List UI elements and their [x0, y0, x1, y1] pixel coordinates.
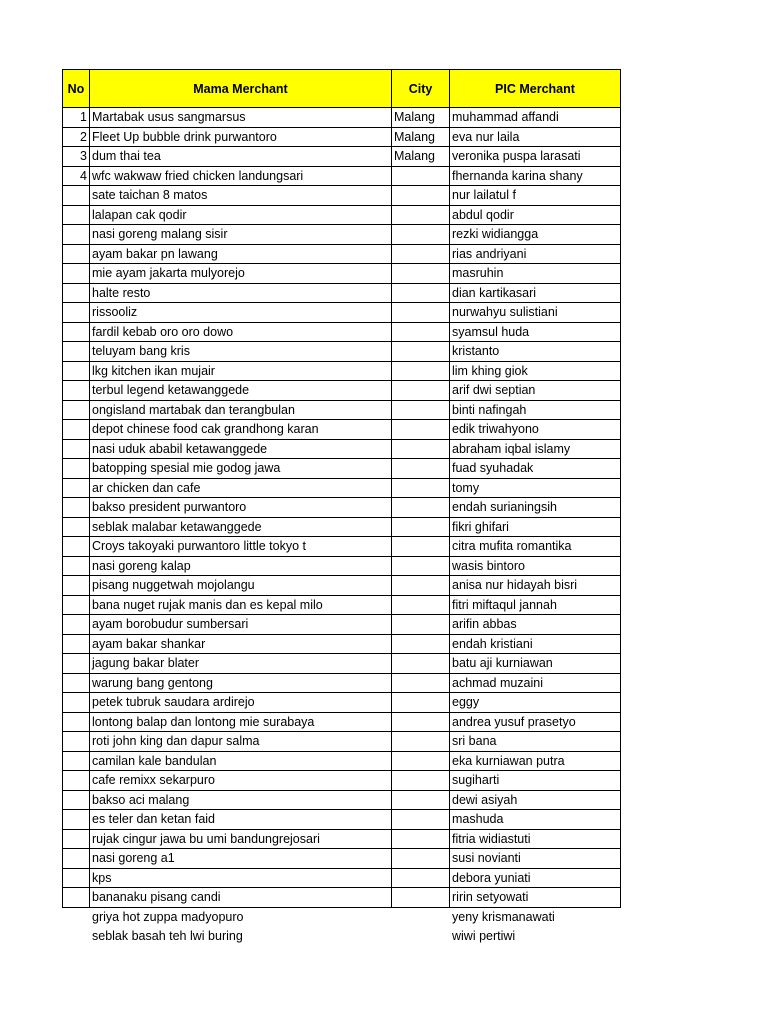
- cell-city[interactable]: [392, 868, 450, 888]
- cell-merchant[interactable]: seblak basah teh lwi buring: [92, 929, 243, 944]
- cell-merchant[interactable]: roti john king dan dapur salma: [90, 732, 392, 752]
- table-row: [63, 556, 621, 576]
- table-row: [63, 400, 621, 420]
- cell-city[interactable]: [392, 186, 450, 206]
- cell-city[interactable]: [392, 537, 450, 557]
- cell-city[interactable]: [392, 439, 450, 459]
- cell-merchant[interactable]: jagung bakar blater: [90, 654, 392, 674]
- cell-city[interactable]: [392, 244, 450, 264]
- header-row: [63, 70, 621, 108]
- cell-no[interactable]: 4: [63, 166, 90, 186]
- cell-pic[interactable]: fikri ghifari: [450, 517, 621, 537]
- cell-merchant[interactable]: rujak cingur jawa bu umi bandungrejosari: [90, 829, 392, 849]
- cell-city[interactable]: [392, 420, 450, 440]
- cell-no[interactable]: [63, 712, 90, 732]
- cell-pic[interactable]: batu aji kurniawan: [450, 654, 621, 674]
- cell-pic[interactable]: abdul qodir: [450, 205, 621, 225]
- cell-pic[interactable]: mashuda: [450, 810, 621, 830]
- cell-pic[interactable]: susi novianti: [450, 849, 621, 869]
- cell-city[interactable]: [392, 732, 450, 752]
- cell-city[interactable]: [392, 654, 450, 674]
- cell-no[interactable]: [63, 634, 90, 654]
- table-row: [63, 478, 621, 498]
- table-row: [63, 907, 621, 927]
- cell-pic[interactable]: fitria widiastuti: [450, 829, 621, 849]
- table-row: [63, 225, 621, 245]
- cell-merchant[interactable]: bana nuget rujak manis dan es kepal milo: [90, 595, 392, 615]
- cell-merchant[interactable]: nasi uduk ababil ketawanggede: [90, 439, 392, 459]
- cell-no[interactable]: [63, 400, 90, 420]
- cell-city[interactable]: [392, 615, 450, 635]
- cell-city[interactable]: [392, 790, 450, 810]
- cell-merchant[interactable]: nasi goreng a1: [90, 849, 392, 869]
- cell-pic[interactable]: andrea yusuf prasetyo: [450, 712, 621, 732]
- cell-city[interactable]: [392, 478, 450, 498]
- cell-pic[interactable]: arif dwi septian: [450, 381, 621, 401]
- cell-no[interactable]: [63, 868, 90, 888]
- cell-no[interactable]: [63, 732, 90, 752]
- table-body: [63, 108, 621, 947]
- cell-city[interactable]: [392, 459, 450, 479]
- cell-no[interactable]: [63, 186, 90, 206]
- cell-merchant[interactable]: pisang nuggetwah mojolangu: [90, 576, 392, 596]
- cell-city[interactable]: [392, 673, 450, 693]
- cell-city[interactable]: [392, 595, 450, 615]
- cell-merchant[interactable]: ayam borobudur sumbersari: [90, 615, 392, 635]
- table-row: [63, 595, 621, 615]
- header-no: No: [63, 70, 90, 108]
- cell-no[interactable]: [63, 303, 90, 323]
- cell-city[interactable]: [392, 712, 450, 732]
- cell-merchant[interactable]: petek tubruk saudara ardirejo: [90, 693, 392, 713]
- table-row: [63, 751, 621, 771]
- cell-merchant[interactable]: warung bang gentong: [90, 673, 392, 693]
- cell-no[interactable]: [63, 225, 90, 245]
- cell-merchant[interactable]: batopping spesial mie godog jawa: [90, 459, 392, 479]
- cell-pic[interactable]: wasis bintoro: [450, 556, 621, 576]
- table-row: [63, 829, 621, 849]
- table-row: [63, 459, 621, 479]
- table-row: [63, 771, 621, 791]
- table-row: [63, 322, 621, 342]
- cell-merchant[interactable]: kps: [90, 868, 392, 888]
- cell-no[interactable]: [63, 595, 90, 615]
- table-row: [63, 264, 621, 284]
- table-row: [63, 127, 621, 147]
- cell-pic[interactable]: tomy: [450, 478, 621, 498]
- cell-pic[interactable]: ririn setyowati: [450, 888, 621, 908]
- cell-pic[interactable]: abraham iqbal islamy: [450, 439, 621, 459]
- cell-city[interactable]: [392, 381, 450, 401]
- cell-merchant[interactable]: Fleet Up bubble drink purwantoro: [90, 127, 392, 147]
- table-row: [63, 576, 621, 596]
- cell-pic[interactable]: fhernanda karina shany: [450, 166, 621, 186]
- table-row: [63, 439, 621, 459]
- cell-pic[interactable]: fitri miftaqul jannah: [450, 595, 621, 615]
- cell-no[interactable]: 1: [63, 108, 90, 128]
- cell-no[interactable]: [63, 888, 90, 908]
- cell-no[interactable]: 2: [63, 127, 90, 147]
- table-row: [63, 712, 621, 732]
- merchant-spreadsheet: [62, 69, 621, 947]
- cell-pic[interactable]: veronika puspa larasati: [450, 147, 621, 167]
- table-row: [63, 927, 621, 947]
- cell-no[interactable]: [63, 576, 90, 596]
- cell-pic[interactable]: eggy: [450, 693, 621, 713]
- cell-no[interactable]: [63, 654, 90, 674]
- cell-city[interactable]: [392, 576, 450, 596]
- cell-city[interactable]: [392, 264, 450, 284]
- cell-pic[interactable]: endah surianingsih: [450, 498, 621, 518]
- cell-merchant[interactable]: es teler dan ketan faid: [90, 810, 392, 830]
- table-row: [63, 498, 621, 518]
- cell-pic[interactable]: sugiharti: [450, 771, 621, 791]
- cell-city[interactable]: [392, 342, 450, 362]
- table-row: [63, 849, 621, 869]
- cell-merchant[interactable]: nasi goreng kalap: [90, 556, 392, 576]
- cell-no[interactable]: [63, 342, 90, 362]
- table-row: [63, 868, 621, 888]
- cell-no[interactable]: [63, 381, 90, 401]
- cell-city[interactable]: [392, 888, 450, 908]
- cell-no[interactable]: [63, 556, 90, 576]
- cell-no[interactable]: [63, 673, 90, 693]
- cell-pic[interactable]: lim khing giok: [450, 361, 621, 381]
- cell-city[interactable]: [392, 517, 450, 537]
- cell-city[interactable]: [392, 634, 450, 654]
- table-row: [63, 537, 621, 557]
- table-row: [63, 108, 621, 128]
- cell-merchant[interactable]: nasi goreng malang sisir: [90, 225, 392, 245]
- cell-merchant[interactable]: bananaku pisang candi: [90, 888, 392, 908]
- cell-pic[interactable]: kristanto: [450, 342, 621, 362]
- cell-no[interactable]: [63, 478, 90, 498]
- table-row: [63, 283, 621, 303]
- table-row: [63, 888, 621, 908]
- cell-no[interactable]: [63, 771, 90, 791]
- cell-pic[interactable]: dewi asiyah: [450, 790, 621, 810]
- cell-pic[interactable]: rezki widiangga: [450, 225, 621, 245]
- cell-merchant[interactable]: Croys takoyaki purwantoro little tokyo t: [90, 537, 392, 557]
- cell-pic[interactable]: achmad muzaini: [450, 673, 621, 693]
- cell-no[interactable]: [63, 849, 90, 869]
- cell-city[interactable]: [392, 225, 450, 245]
- cell-pic[interactable]: rias andriyani: [450, 244, 621, 264]
- cell-no[interactable]: [63, 244, 90, 264]
- table-row: [63, 186, 621, 206]
- cell-city[interactable]: [392, 361, 450, 381]
- cell-merchant[interactable]: terbul legend ketawanggede: [90, 381, 392, 401]
- cell-merchant[interactable]: sate taichan 8 matos: [90, 186, 392, 206]
- cell-no[interactable]: [63, 264, 90, 284]
- table-row: [63, 342, 621, 362]
- table-row: [63, 790, 621, 810]
- cell-pic[interactable]: syamsul huda: [450, 322, 621, 342]
- cell-merchant[interactable]: ar chicken dan cafe: [90, 478, 392, 498]
- cell-no[interactable]: [63, 790, 90, 810]
- table-row: [63, 615, 621, 635]
- cell-city[interactable]: [392, 810, 450, 830]
- cell-city[interactable]: [392, 849, 450, 869]
- cell-pic[interactable]: anisa nur hidayah bisri: [450, 576, 621, 596]
- table-row: [63, 654, 621, 674]
- table-row: [63, 381, 621, 401]
- cell-no[interactable]: 3: [63, 147, 90, 167]
- cell-city[interactable]: Malang: [392, 127, 450, 147]
- cell-city[interactable]: [392, 322, 450, 342]
- cell-merchant[interactable]: lkg kitchen ikan mujair: [90, 361, 392, 381]
- cell-no[interactable]: [63, 420, 90, 440]
- cell-pic[interactable]: edik triwahyono: [450, 420, 621, 440]
- cell-pic[interactable]: binti nafingah: [450, 400, 621, 420]
- cell-merchant[interactable]: Martabak usus sangmarsus: [90, 108, 392, 128]
- table-row: [63, 361, 621, 381]
- cell-no[interactable]: [63, 322, 90, 342]
- cell-city[interactable]: [392, 693, 450, 713]
- table-row: [63, 147, 621, 167]
- cell-merchant[interactable]: depot chinese food cak grandhong karan: [90, 420, 392, 440]
- cell-pic[interactable]: arifin abbas: [450, 615, 621, 635]
- cell-no[interactable]: [63, 459, 90, 479]
- cell-merchant[interactable]: ayam bakar pn lawang: [90, 244, 392, 264]
- cell-pic[interactable]: debora yuniati: [450, 868, 621, 888]
- cell-no[interactable]: [63, 907, 90, 927]
- cell-no[interactable]: [63, 927, 90, 947]
- table-row: [63, 166, 621, 186]
- cell-city[interactable]: [392, 166, 450, 186]
- table-row: [63, 732, 621, 752]
- cell-city[interactable]: [392, 283, 450, 303]
- cell-merchant[interactable]: bakso president purwantoro: [90, 498, 392, 518]
- table-row: [63, 673, 621, 693]
- cell-merchant[interactable]: halte resto: [90, 283, 392, 303]
- cell-merchant[interactable]: camilan kale bandulan: [90, 751, 392, 771]
- table-row: [63, 205, 621, 225]
- header-city: City: [392, 70, 450, 108]
- cell-no[interactable]: [63, 615, 90, 635]
- cell-city[interactable]: [392, 829, 450, 849]
- cell-no[interactable]: [63, 439, 90, 459]
- table-row: [63, 693, 621, 713]
- cell-city[interactable]: [392, 907, 450, 927]
- cell-city[interactable]: [392, 927, 450, 947]
- cell-pic[interactable]: wiwi pertiwi: [452, 929, 516, 944]
- cell-no[interactable]: [63, 537, 90, 557]
- cell-city[interactable]: [392, 303, 450, 323]
- table-row: [63, 420, 621, 440]
- table-row: [63, 810, 621, 830]
- cell-no[interactable]: [63, 810, 90, 830]
- table-row: [63, 303, 621, 323]
- cell-merchant[interactable]: fardil kebab oro oro dowo: [90, 322, 392, 342]
- cell-no[interactable]: [63, 283, 90, 303]
- cell-city[interactable]: [392, 205, 450, 225]
- cell-pic[interactable]: muhammad affandi: [450, 108, 621, 128]
- cell-pic[interactable]: masruhin: [450, 264, 621, 284]
- cell-pic[interactable]: dian kartikasari: [450, 283, 621, 303]
- cell-no[interactable]: [63, 517, 90, 537]
- cell-merchant[interactable]: cafe remixx sekarpuro: [90, 771, 392, 791]
- cell-pic[interactable]: citra mufita romantika: [450, 537, 621, 557]
- cell-city[interactable]: Malang: [392, 108, 450, 128]
- cell-city[interactable]: [392, 556, 450, 576]
- table-row: [63, 517, 621, 537]
- table-row: [63, 244, 621, 264]
- cell-city[interactable]: Malang: [392, 147, 450, 167]
- cell-pic[interactable]: eka kurniawan putra: [450, 751, 621, 771]
- cell-city[interactable]: [392, 498, 450, 518]
- cell-merchant[interactable]: seblak malabar ketawanggede: [90, 517, 392, 537]
- cell-no[interactable]: [63, 205, 90, 225]
- cell-merchant[interactable]: dum thai tea: [90, 147, 392, 167]
- cell-no[interactable]: [63, 751, 90, 771]
- cell-city[interactable]: [392, 771, 450, 791]
- cell-merchant[interactable]: teluyam bang kris: [90, 342, 392, 362]
- cell-no[interactable]: [63, 693, 90, 713]
- cell-merchant[interactable]: lontong balap dan lontong mie surabaya: [90, 712, 392, 732]
- cell-merchant[interactable]: wfc wakwaw fried chicken landungsari: [90, 166, 392, 186]
- cell-merchant[interactable]: rissooliz: [90, 303, 392, 323]
- cell-pic[interactable]: nur lailatul f: [450, 186, 621, 206]
- header-pic-merchant: PIC Merchant: [450, 70, 621, 108]
- cell-pic[interactable]: nurwahyu sulistiani: [450, 303, 621, 323]
- cell-merchant[interactable]: bakso aci malang: [90, 790, 392, 810]
- cell-no[interactable]: [63, 829, 90, 849]
- cell-city[interactable]: [392, 400, 450, 420]
- cell-pic[interactable]: endah kristiani: [450, 634, 621, 654]
- header-mama-merchant: Mama Merchant: [90, 70, 392, 108]
- cell-city[interactable]: [392, 751, 450, 771]
- cell-merchant[interactable]: mie ayam jakarta mulyorejo: [90, 264, 392, 284]
- cell-no[interactable]: [63, 361, 90, 381]
- cell-merchant[interactable]: griya hot zuppa madyopuro: [92, 909, 244, 924]
- cell-pic[interactable]: eva nur laila: [450, 127, 621, 147]
- table-row: [63, 634, 621, 654]
- cell-merchant[interactable]: ayam bakar shankar: [90, 634, 392, 654]
- cell-pic[interactable]: fuad syuhadak: [450, 459, 621, 479]
- cell-pic[interactable]: sri bana: [450, 732, 621, 752]
- cell-merchant[interactable]: lalapan cak qodir: [90, 205, 392, 225]
- cell-merchant[interactable]: ongisland martabak dan terangbulan: [90, 400, 392, 420]
- cell-no[interactable]: [63, 498, 90, 518]
- cell-pic[interactable]: yeny krismanawati: [452, 909, 555, 924]
